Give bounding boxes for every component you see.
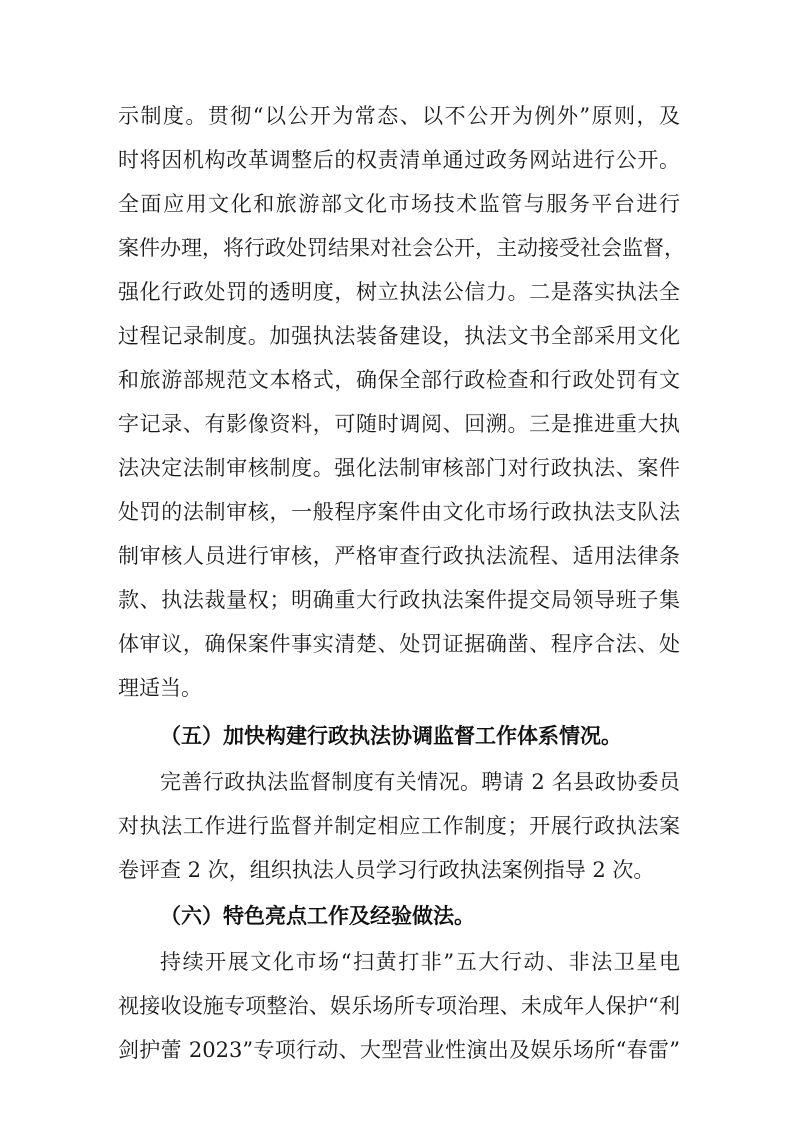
paragraph-line: 款、执法裁量权；明确重大行政执法案件提交局领导班子集 — [118, 588, 680, 612]
paragraph-line: 字记录、有影像资料，可随时调阅、回溯。三是推进重大执 — [118, 412, 680, 436]
paragraph-line: 制审核人员进行审核，严格审查行政执法流程、适用法律条 — [118, 544, 680, 568]
paragraph-line: 过程记录制度。加强执法装备建设，执法文书全部采用文化 — [118, 324, 680, 348]
section-heading: （六）特色亮点工作及经验做法。 — [160, 904, 475, 928]
paragraph-line: 卷评查 2 次，组织执法人员学习行政执法案例指导 2 次。 — [118, 858, 655, 882]
paragraph-line: 时将因机构改革调整后的权责清单通过政务网站进行公开。 — [118, 148, 680, 172]
paragraph-line: 视接收设施专项整治、娱乐场所专项治理、未成年人保护“利 — [118, 994, 680, 1018]
paragraph-line: 处罚的法制审核，一般程序案件由文化市场行政执法支队法 — [118, 500, 680, 524]
paragraph-line: 剑护蕾 2023”专项行动、大型营业性演出及娱乐场所“春雷” — [118, 1038, 680, 1062]
paragraph-line: 理适当。 — [118, 676, 202, 700]
paragraph-line: 体审议，确保案件事实清楚、处罚证据确凿、程序合法、处 — [118, 632, 680, 656]
paragraph-line: 法决定法制审核制度。强化法制审核部门对行政执法、案件 — [118, 456, 680, 480]
section-heading: （五）加快构建行政执法协调监督工作体系情况。 — [160, 724, 622, 748]
paragraph-line: 强化行政处罚的透明度，树立执法公信力。二是落实执法全 — [118, 280, 680, 304]
paragraph-line: 和旅游部规范文本格式，确保全部行政检查和行政处罚有文 — [118, 368, 680, 392]
paragraph-line: 完善行政执法监督制度有关情况。聘请 2 名县政协委员 — [160, 770, 680, 794]
paragraph-line: 示制度。贯彻“以公开为常态、以不公开为例外”原则，及 — [118, 104, 680, 128]
paragraph-line: 全面应用文化和旅游部文化市场技术监管与服务平台进行 — [118, 192, 680, 216]
paragraph-line: 案件办理，将行政处罚结果对社会公开，主动接受社会监督， — [118, 236, 685, 260]
paragraph-line: 持续开展文化市场“扫黄打非”五大行动、非法卫星电 — [160, 950, 680, 974]
paragraph-line: 对执法工作进行监督并制定相应工作制度；开展行政执法案 — [118, 814, 680, 838]
